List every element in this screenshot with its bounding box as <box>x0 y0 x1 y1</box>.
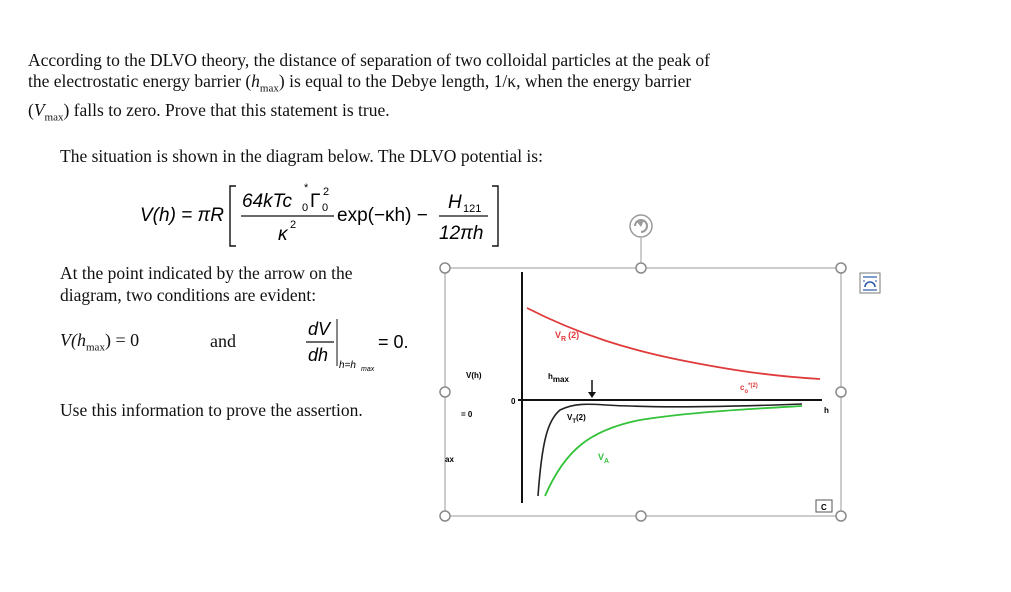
resize-handle-right[interactable] <box>836 387 846 397</box>
resize-handle-bottom-right[interactable] <box>836 511 846 521</box>
problem-line-2 <box>28 71 828 100</box>
problem-line-2a: the electrostatic energy barrier ( <box>28 71 252 91</box>
zero-label: 0 <box>511 397 516 406</box>
condition-1a: V(h <box>60 330 86 350</box>
resize-handle-top-right[interactable] <box>836 263 846 273</box>
c-tag: C <box>821 503 827 512</box>
resize-handle-bottom-left[interactable] <box>440 511 450 521</box>
hmax-label: hmax <box>548 372 569 384</box>
lead-text: The situation is shown in the diagram below. The DLVO potential is: <box>60 146 543 166</box>
resize-handle-left[interactable] <box>440 387 450 397</box>
problem-statement <box>28 50 828 128</box>
equation-star: * <box>304 182 309 194</box>
problem-line-3 <box>28 100 828 129</box>
use-text: Use this information to prove the assertion. <box>60 400 363 420</box>
resize-handle-bottom[interactable] <box>636 511 646 521</box>
resize-handle-top[interactable] <box>636 263 646 273</box>
resize-handle-top-left[interactable] <box>440 263 450 273</box>
equation-middle: exp(−κh) − <box>337 205 428 226</box>
equation-gamma-sub: 0 <box>322 202 329 214</box>
deriv-denominator: dh <box>308 345 329 365</box>
deriv-rhs: = 0. <box>378 332 409 352</box>
problem-line-1: According to the DLVO theory, the distance of separation of two colloidal particles at the peak of <box>28 50 710 70</box>
h-max-symbol: h <box>251 71 260 91</box>
selection-frame <box>445 268 841 516</box>
ax-label: ax <box>445 455 454 464</box>
condition-1b: ) = 0 <box>104 330 140 350</box>
eval-sub: max <box>361 366 375 373</box>
vh-label: V(h) <box>466 371 482 380</box>
repulsive-curve <box>527 308 820 379</box>
and-text: and <box>210 331 236 351</box>
equation-zero-sub: 0 <box>302 202 309 214</box>
layout-options-icon[interactable] <box>859 272 881 294</box>
rotate-handle-icon[interactable] <box>630 215 652 268</box>
vt-label: $V_T(2)$ <box>567 413 586 425</box>
condition-vmax <box>60 330 139 354</box>
v-max-subscript: max <box>44 111 64 123</box>
va-label: $V_A$ <box>598 452 610 465</box>
vr-label: $V_R$ (2) <box>555 330 580 343</box>
h-axis-label: h <box>824 406 829 415</box>
equation-h-num: H <box>448 192 462 213</box>
eval-at: h=h <box>339 360 356 371</box>
problem-line-3b: ) falls to zero. Prove that this statement is true. <box>63 99 390 120</box>
condition-1-sub: max <box>86 341 105 354</box>
side-text <box>60 262 353 306</box>
side-line-1: At the point indicated by the arrow on the <box>60 263 353 283</box>
equation-gamma-sup: 2 <box>323 186 330 198</box>
v-max-symbol: V <box>33 99 45 120</box>
h-max-subscript: max <box>259 82 279 95</box>
left-bracket <box>230 186 236 246</box>
equation-numerator: 64kTc <box>242 191 292 212</box>
equation-gamma: Γ <box>310 191 321 212</box>
problem-line-2b: ) is equal to the Debye length, 1/κ, when the energy barrier <box>278 71 692 91</box>
dlvo-diagram[interactable] <box>430 200 870 530</box>
equation-den-sup: 2 <box>290 219 297 231</box>
side-line-2: diagram, two conditions are evident: <box>60 285 317 305</box>
problem-line-3a: ( <box>28 99 34 120</box>
equation-h-sub: 121 <box>463 203 482 215</box>
eq0-label: = 0 <box>461 410 473 419</box>
co-label: $c_o^{*(2)}$ <box>740 383 758 395</box>
equation-denominator: κ <box>278 224 288 245</box>
equation-h-den: 12πh <box>439 223 484 244</box>
deriv-numerator: dV <box>308 319 331 339</box>
equation-lhs: V(h) = πR <box>140 205 224 226</box>
hmax-arrowhead <box>588 392 596 398</box>
derivative-condition <box>304 316 424 374</box>
